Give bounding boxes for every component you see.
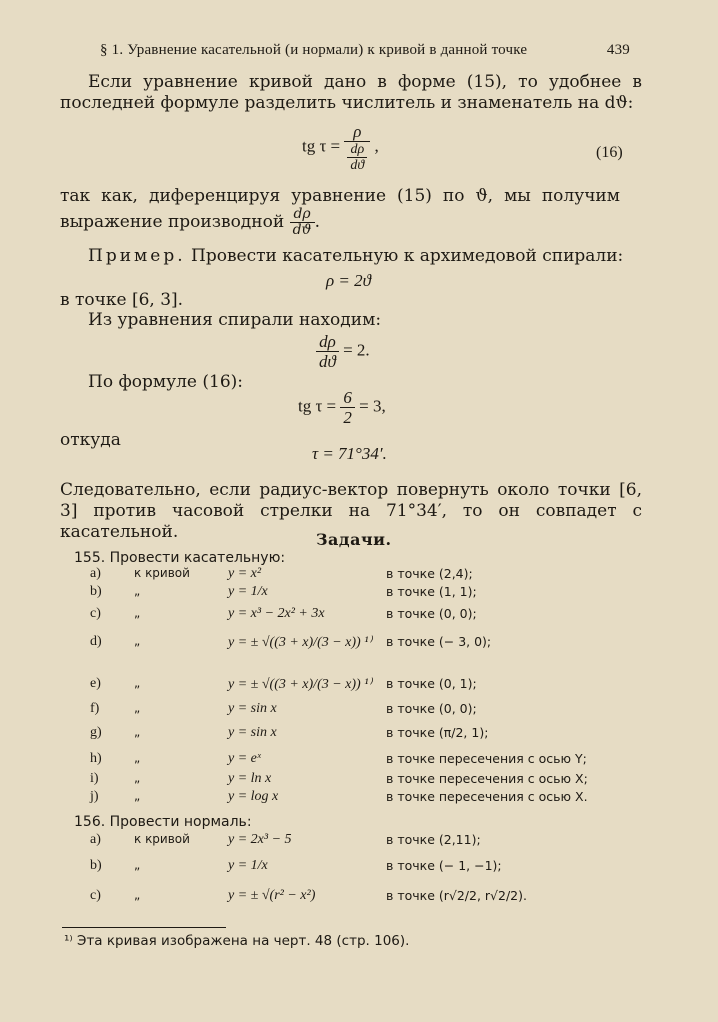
paragraph-5: По формуле (16): (88, 372, 244, 392)
row-label: g) (90, 725, 102, 740)
row-label: a) (90, 832, 101, 847)
equation-tag: (16) (596, 144, 623, 161)
problem-row (90, 832, 650, 854)
row-point: в точке (0, 1); (386, 676, 477, 691)
problems-title: Задачи. (316, 530, 392, 549)
row-curve-word: к кривой (134, 832, 190, 846)
problem-row (90, 701, 650, 723)
row-label: b) (90, 858, 102, 873)
row-point: в точке (1, 1); (386, 584, 477, 599)
problem-row (90, 725, 650, 747)
problem-row (90, 676, 650, 698)
equation-16: tg τ = $\frac{\rho}{\frac{d\rho}{dϑ}}$ , (302, 122, 379, 173)
row-point: в точке (− 3, 0); (386, 634, 492, 649)
row-equation: y = ± √((3 + x)/(3 − x)) ¹⁾ (228, 635, 372, 650)
row-point: в точке пересечения с осью X; (386, 771, 588, 786)
row-point: в точке пересечения с осью X. (386, 789, 588, 804)
row-point: в точке (− 1, −1); (386, 858, 502, 873)
row-label: e) (90, 676, 101, 691)
row-equation: y = log x (228, 789, 279, 804)
row-point: в точке (0, 0); (386, 701, 477, 716)
row-curve-word: „ (134, 858, 141, 872)
row-label: f) (90, 701, 100, 716)
tangent-equation: tg τ = $\frac{6}{2}$ = 3, (298, 388, 386, 427)
row-point: в точке (2,11); (386, 832, 481, 847)
row-equation: y = ± √(r² − x²) (228, 888, 316, 903)
row-equation: y = 2x³ − 5 (228, 832, 292, 847)
problem-156-title: 156. Провести нормаль: (74, 814, 252, 830)
row-curve-word: „ (134, 725, 141, 739)
problem-row (90, 888, 650, 910)
whence-text: откуда (60, 430, 121, 450)
at-point-text: в точке [6, 3]. (60, 290, 184, 310)
footnote-rule (62, 927, 226, 928)
row-label: i) (90, 771, 99, 786)
row-equation: y = sin x (228, 701, 277, 716)
row-equation: y = 1/x (228, 584, 268, 599)
row-curve-word: „ (134, 634, 141, 648)
row-label: a) (90, 566, 101, 581)
problem-155-title: 155. Провести касательную: (74, 550, 286, 566)
row-point: в точке (0, 0); (386, 606, 477, 621)
row-curve-word: „ (134, 888, 141, 902)
row-equation: y = sin x (228, 725, 277, 740)
row-point: в точке (π/2, 1); (386, 725, 489, 740)
paragraph-2: так как, диференцируя уравнение (15) по ϑ, мы получим выражение производной $\frac{d\rho}{dϑ}$ . (60, 186, 620, 238)
row-equation: y = ln x (228, 771, 272, 786)
row-equation: y = x³ − 2x² + 3x (228, 606, 325, 621)
problem-row (90, 789, 650, 811)
paragraph-4: Из уравнения спирали находим: (88, 310, 382, 330)
problem-row (90, 634, 650, 656)
spiral-equation: ρ = 2ϑ (326, 271, 371, 290)
tau-result: τ = 71°34′. (312, 444, 387, 463)
running-header (100, 42, 630, 59)
example-paragraph: Пример. Провести касательную к архимедовой спирали: (88, 246, 624, 266)
paragraph-1: Если уравнение кривой дано в форме (15), то удобнее в последней формуле разделить числитель и знаменатель на dϑ: (60, 72, 642, 113)
row-curve-word: к кривой (134, 566, 190, 580)
page-number: 439 (606, 42, 630, 58)
row-curve-word: „ (134, 584, 141, 598)
row-point: в точке (r√2/2, r√2/2). (386, 888, 527, 903)
problem-row (90, 858, 650, 880)
row-curve-word: „ (134, 751, 141, 765)
row-equation: y = x² (228, 566, 262, 581)
row-label: b) (90, 584, 102, 599)
problem-row (90, 751, 650, 773)
row-curve-word: „ (134, 606, 141, 620)
row-label: c) (90, 606, 101, 621)
problem-row (90, 606, 650, 628)
row-equation: y = 1/x (228, 858, 268, 873)
row-curve-word: „ (134, 676, 141, 690)
row-equation: y = eˣ (228, 751, 261, 766)
row-label: j) (90, 789, 99, 804)
problem-row (90, 584, 650, 606)
derivative-equation: $\frac{d\rho}{dϑ}$ = 2. (316, 332, 370, 371)
row-label: h) (90, 751, 102, 766)
row-label: d) (90, 634, 102, 649)
row-curve-word: „ (134, 771, 141, 785)
row-label: c) (90, 888, 101, 903)
row-point: в точке пересечения с осью Y; (386, 751, 587, 766)
footnote: ¹⁾ Эта кривая изображена на черт. 48 (стр. 106). (64, 933, 410, 949)
row-point: в точке (2,4); (386, 566, 473, 581)
row-curve-word: „ (134, 701, 141, 715)
row-curve-word: „ (134, 789, 141, 803)
running-title: § 1. Уравнение касательной (и нормали) к кривой в данной точке (100, 42, 528, 58)
paragraph-6: Следовательно, если радиус-вектор повернуть около точки [6, 3] против часовой стрелки на 71°34′, то он совпадет с касательной. (60, 480, 642, 542)
row-equation: y = ± √((3 + x)/(3 − x)) ¹⁾ (228, 677, 372, 692)
